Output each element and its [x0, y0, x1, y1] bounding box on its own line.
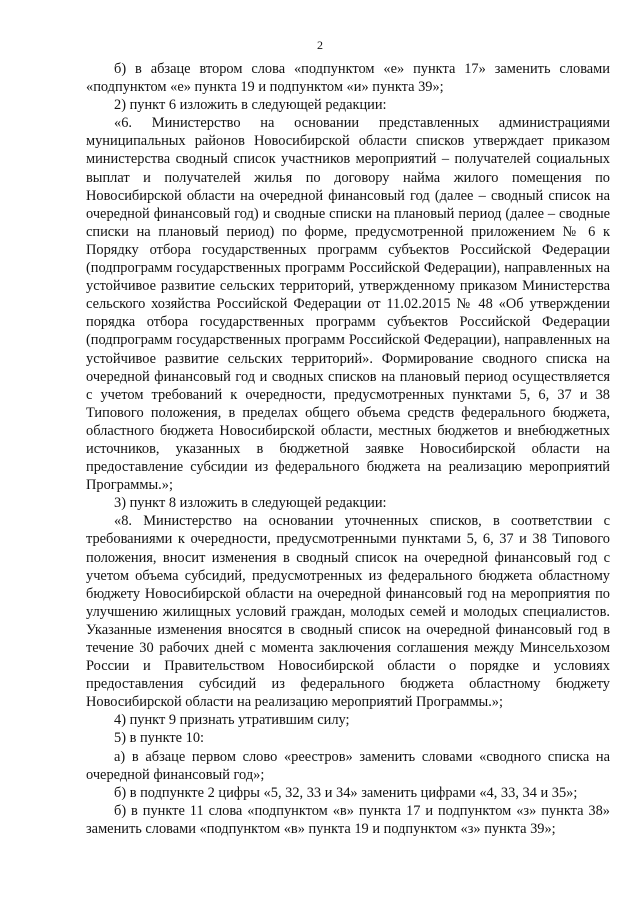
paragraph-item-4: 4) пункт 9 признать утратившим силу; — [114, 712, 350, 729]
document-body — [86, 60, 610, 838]
paragraph-item-5: 5) в пункте 10: — [114, 730, 205, 747]
paragraph-item-2: 2) пункт 6 изложить в следующей редакции: — [114, 97, 387, 114]
paragraph-subitem-b: б) в подпункте 2 цифры «5, 32, 33 и 34» заменить цифрами «4, 33, 34 и 35»; — [114, 784, 578, 801]
paragraph-item-3: 3) пункт 8 изложить в следующей редакции: — [114, 495, 387, 512]
paragraph-subitem-b-point-11: б) в пункте 11 слова «подпунктом «в» пункта 17 и подпунктом «з» пункта 38» заменить словами «подпунктом «в» пункта 19 и подпунктом «з» пункта 39»; — [86, 802, 610, 837]
paragraph-quoted-point-6: «6. Министерство на основании представленных администрациями муниципальных районов Новосибирской области списков утверждает приказом министерства сводный список участников мероприятий – получателей социальных выплат и получателей жилья по договору найма жилого помещения по Новосибирской области на очередной финансовый год (далее – сводный список на очередной финансовый год) и сводные списки на плановый период (далее – сводные списки на плановый период) по форме, предусмотренной приложением № 6 к Порядку отбора государственных программ субъектов Российской Федерации (подпрограмм государственных программ Российской Федерации), направленных на устойчивое развитие сельских территорий, утвержденному приказом Министерства сельского хозяйства Российской Федерации от 11.02.2015 № 48 «Об утверждении порядка отбора государственных программ субъектов Российской Федерации (подпрограмм государственных программ Российской Федерации), направленных на устойчивое развитие сельских территорий». Формирование сводного списка на очередной финансовый год и сводных списков на плановый период осуществляется с учетом требований к очередности, предусмотренных пунктами 5, 6, 37 и 38 Типового положения, в пределах общего объема средств федерального бюджета, областного бюджета Новосибирской области, местных бюджетов и внебюджетных источников, указанных в бюджетной заявке Новосибирской области на предоставление субсидии из федерального бюджета на реализацию мероприятий Программы.»; — [86, 115, 610, 494]
paragraph-subitem-a: а) в абзаце первом слово «реестров» заменить словами «сводного списка на очередной финансовый год»; — [86, 748, 610, 783]
page-number: 2 — [317, 38, 323, 52]
paragraph-quoted-point-8: «8. Министерство на основании уточненных списков, в соответствии с требованиями к очередности, предусмотренными пунктами 5, 6, 37 и 38 Типового положения, вносит изменения в сводный список на очередной финансовый год с учетом объема субсидий, предусмотренных из федерального бюджета областному бюджету Новосибирской области на очередной финансовый год на мероприятия по улучшению жилищных условий граждан, молодых семей и молодых специалистов. Указанные изменения вносятся в сводный список на очередной финансовый год в течение 30 рабочих дней с момента заключения соглашения между Минсельхозом России и Правительством Новосибирской области о порядке и условиях предоставления субсидий из федерального бюджета областному бюджету Новосибирской области на реализацию мероприятий Программы.»; — [86, 513, 610, 711]
paragraph-amend-b: б) в абзаце втором слова «подпунктом «е» пункта 17» заменить словами «подпунктом «е» пункта 19 и подпунктом «и» пункта 39»; — [86, 61, 610, 96]
